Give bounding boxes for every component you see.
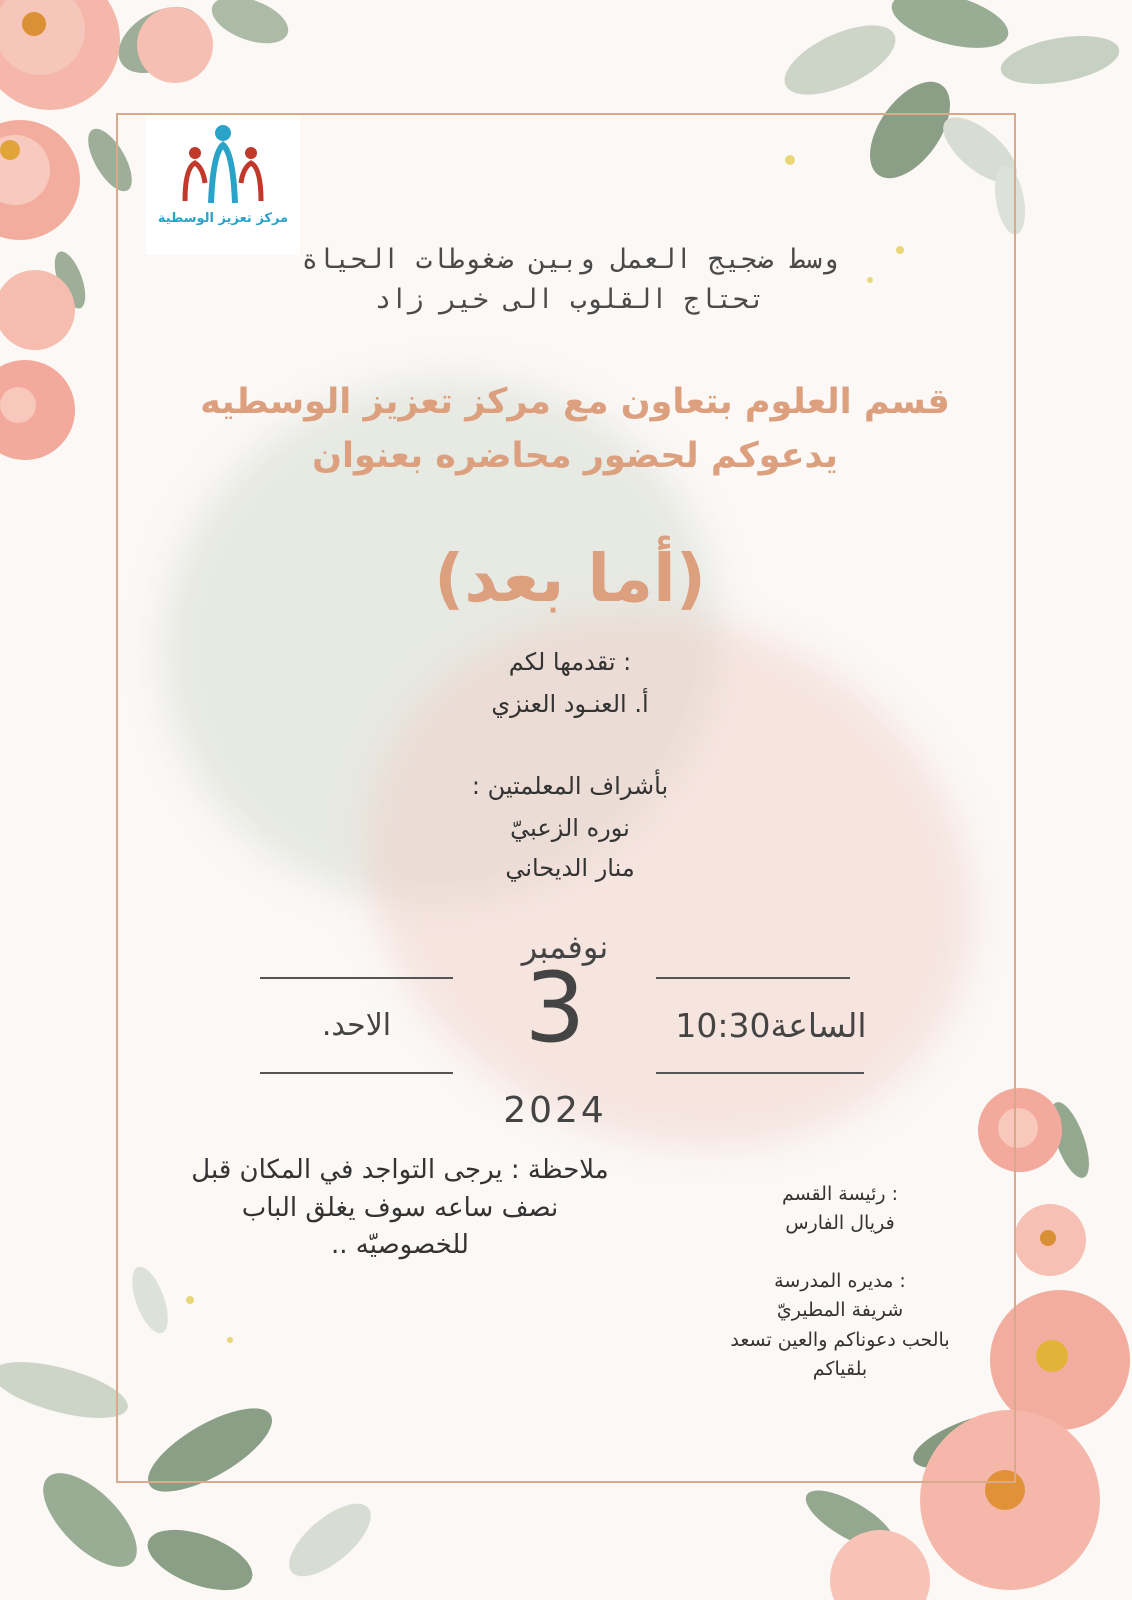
- rule-left-top: [260, 977, 453, 979]
- supervision-label: بأشراف المعلمتين :: [471, 772, 669, 800]
- principal-name: شريفة المطيريّ: [776, 1299, 904, 1322]
- signature-block: [690, 1180, 990, 1385]
- event-weekday: الاحد.: [321, 1008, 392, 1043]
- heading-line-1: قسم العلوم بتعاون مع مركز تعزيز الوسطيه: [200, 382, 950, 422]
- note-block: [140, 1152, 660, 1265]
- presented-by-label: : تقدمها لكم: [508, 648, 632, 676]
- event-year: 2024: [503, 1090, 607, 1131]
- closing-line-2: بلقياكم: [812, 1358, 868, 1381]
- event-time: الساعة10:30: [675, 1006, 867, 1045]
- event-month: نوفمبر: [521, 928, 609, 966]
- intro-line-2: تحتاج القلوب الى خير زاد: [374, 284, 766, 315]
- note-line-1: ملاحظة : يرجى التواجد في المكان قبل: [191, 1155, 609, 1185]
- presenter-name: أ. العنـود العنزي: [491, 690, 649, 718]
- closing-line-1: بالحب دعوناكم والعين تسعد: [730, 1328, 950, 1351]
- supervisor-name-2: منار الديحاني: [505, 854, 635, 882]
- logo-caption: مركز تعزيز الوسطية: [157, 211, 289, 226]
- rule-right-top: [656, 977, 850, 979]
- supervisor-name-1: نوره الزعبيّ: [510, 814, 630, 842]
- head-of-department-label: : رئيسة القسم: [781, 1183, 899, 1205]
- rule-right-bottom: [656, 1072, 864, 1074]
- head-of-department-name: فريال الفارس: [785, 1212, 895, 1235]
- intro-line-1: وسط ضجيج العمل وبين ضغوطات الحياة: [301, 244, 839, 275]
- lecture-title: (أما بعد): [434, 540, 706, 617]
- event-day: 3: [524, 952, 586, 1064]
- note-line-2: نصف ساعه سوف يغلق الباب: [241, 1192, 559, 1223]
- note-line-3: للخصوصيّه ..: [331, 1230, 469, 1261]
- center-logo: [146, 115, 300, 255]
- family-logo-icon: [173, 123, 273, 209]
- heading-line-2: يدعوكم لحضور محاضره بعنوان: [312, 436, 838, 476]
- rule-left-bottom: [260, 1072, 453, 1074]
- principal-label: : مديره المدرسة: [774, 1269, 906, 1292]
